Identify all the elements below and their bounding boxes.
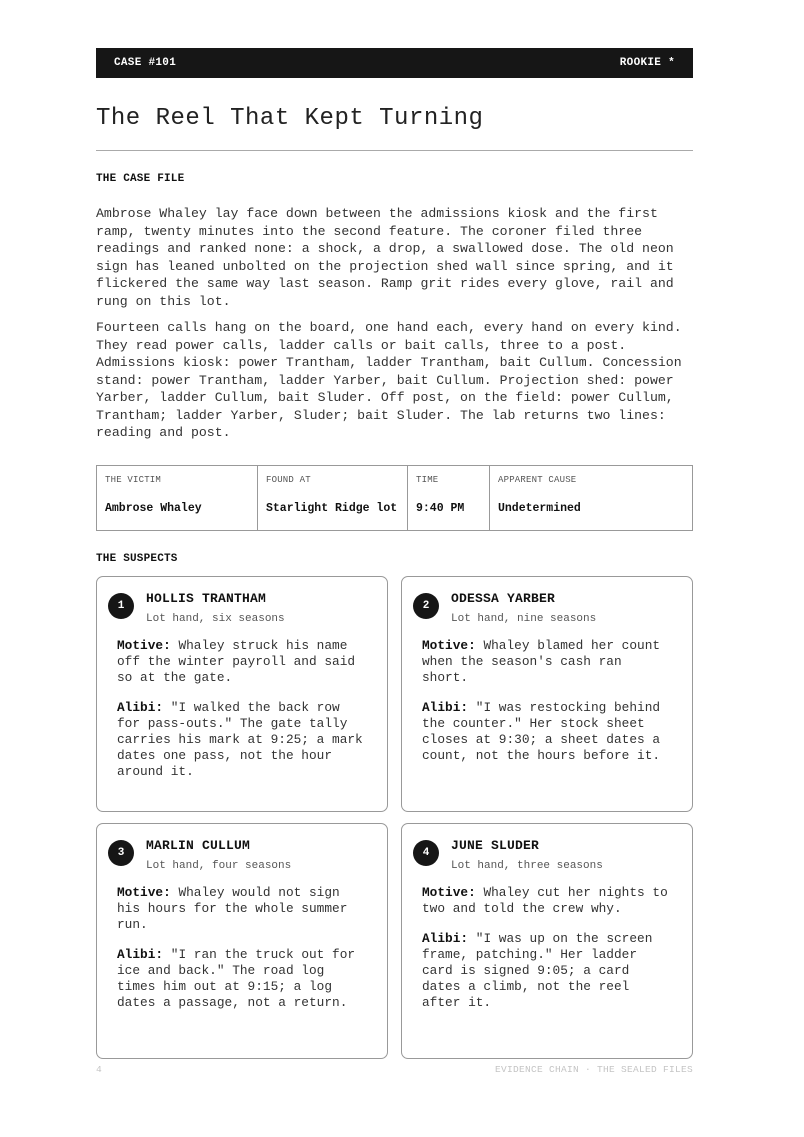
fact-time [408,466,490,530]
alibi-text: "I was restocking behind the counter." Her stock sheet closes at 9:30; a sheet dates a count, not the hours before it. [422,699,661,763]
suspect-alibi [117,700,367,780]
suspect-alibi [117,947,367,1011]
alibi-label: Alibi: [117,946,164,962]
alibi-label: Alibi: [422,699,469,715]
suspect-name: JUNE SLUDER [451,837,540,853]
fact-value: Undetermined [498,501,581,515]
motive-label: Motive: [117,884,171,900]
alibi-text: "I ran the truck out for ice and back." The road log times him out at 9:15; a log dates a passage, not a return. [117,946,356,1010]
case-file-paragraph: Fourteen calls hang on the board, one hand each, every hand on every kind. They read power calls, ladder calls or bait calls, three to a post. Admissions kiosk: power Trantham, ladder Trantham, bait Cullum. Concession stand: power Trantham, ladder Yarber, bait Cullum. Projection shed: power Yarber, ladder Cullum, bait Sluder. Off post, on the field: power Cullum, Trantham; ladder Yarber, Sluder; bait Sluder. The lab returns two lines: reading and post. [96,320,682,440]
title-divider [96,150,693,151]
fact-label: TIME [416,474,439,485]
suspect-card [401,823,693,1059]
suspect-alibi [422,700,672,764]
suspect-name: MARLIN CULLUM [146,837,251,853]
page-footer [96,1064,693,1075]
suspect-grid [96,576,693,1059]
page-number: 4 [96,1064,103,1075]
case-number: CASE #101 [114,57,177,69]
alibi-label: Alibi: [117,699,164,715]
suspects-heading: THE SUSPECTS [96,552,178,565]
case-file-paragraph: Ambrose Whaley lay face down between the admissions kiosk and the first ramp, twenty minutes into the second feature. The coroner filed three readings and ranked none: a shock, a drop, a swallowed dose. The old neon sign has leaned unbolted on the projection shed wall since spring, and it flickered the same way last season. Ramp grit rides every glove, rail and rung on this lot. [96,206,674,309]
motive-label: Motive: [422,884,476,900]
fact-label: FOUND AT [266,474,311,485]
series-title: EVIDENCE CHAIN · THE SEALED FILES [494,1064,693,1075]
fact-value: Ambrose Whaley [105,501,202,515]
suspect-number-badge: 1 [108,593,134,619]
suspect-role: Lot hand, six seasons [146,612,285,625]
fact-value: Starlight Ridge lot [266,501,398,515]
fact-label: THE VICTIM [105,474,162,485]
motive-label: Motive: [117,637,171,653]
suspect-number-badge: 3 [108,840,134,866]
suspect-role: Lot hand, four seasons [146,859,292,872]
case-facts-table [96,465,693,531]
motive-text: Whaley blamed her count when the season's cash ran short. [422,637,661,685]
suspect-number-badge: 4 [413,840,439,866]
suspect-role: Lot hand, three seasons [451,859,603,872]
suspect-name: HOLLIS TRANTHAM [146,590,267,606]
suspect-card [401,576,693,812]
suspect-motive [422,885,672,917]
alibi-text: "I was up on the screen frame, patching." Her ladder card is signed 9:05; a card dates a climb, not the reel after it. [422,930,653,1010]
fact-location [258,466,408,530]
suspect-motive [117,638,367,686]
suspect-motive [422,638,672,686]
difficulty-rating: ROOKIE * [619,57,675,69]
fact-victim [97,466,258,530]
alibi-text: "I walked the back row for pass-outs." The gate tally carries his mark at 9:25; a mark dates one pass, not the hour around it. [117,699,363,779]
case-title: The Reel That Kept Turning [96,105,484,132]
fact-label: APPARENT CAUSE [498,474,577,485]
suspect-card [96,576,388,812]
motive-label: Motive: [422,637,476,653]
motive-text: Whaley would not sign his hours for the whole summer run. [117,884,348,932]
suspect-name: ODESSA YARBER [451,590,556,606]
case-file-heading: THE CASE FILE [96,173,185,185]
suspect-alibi [422,931,672,1011]
suspect-card [96,823,388,1059]
motive-text: Whaley struck his name off the winter payroll and said so at the gate. [117,637,356,685]
suspect-motive [117,885,367,933]
fact-value: 9:40 PM [416,501,465,515]
fact-cause [490,466,692,530]
suspect-number-badge: 2 [413,593,439,619]
motive-text: Whaley cut her nights to two and told the crew why. [422,884,668,916]
case-header-bar [96,48,693,78]
alibi-label: Alibi: [422,930,469,946]
suspect-role: Lot hand, nine seasons [451,612,597,625]
case-page [96,48,693,1059]
